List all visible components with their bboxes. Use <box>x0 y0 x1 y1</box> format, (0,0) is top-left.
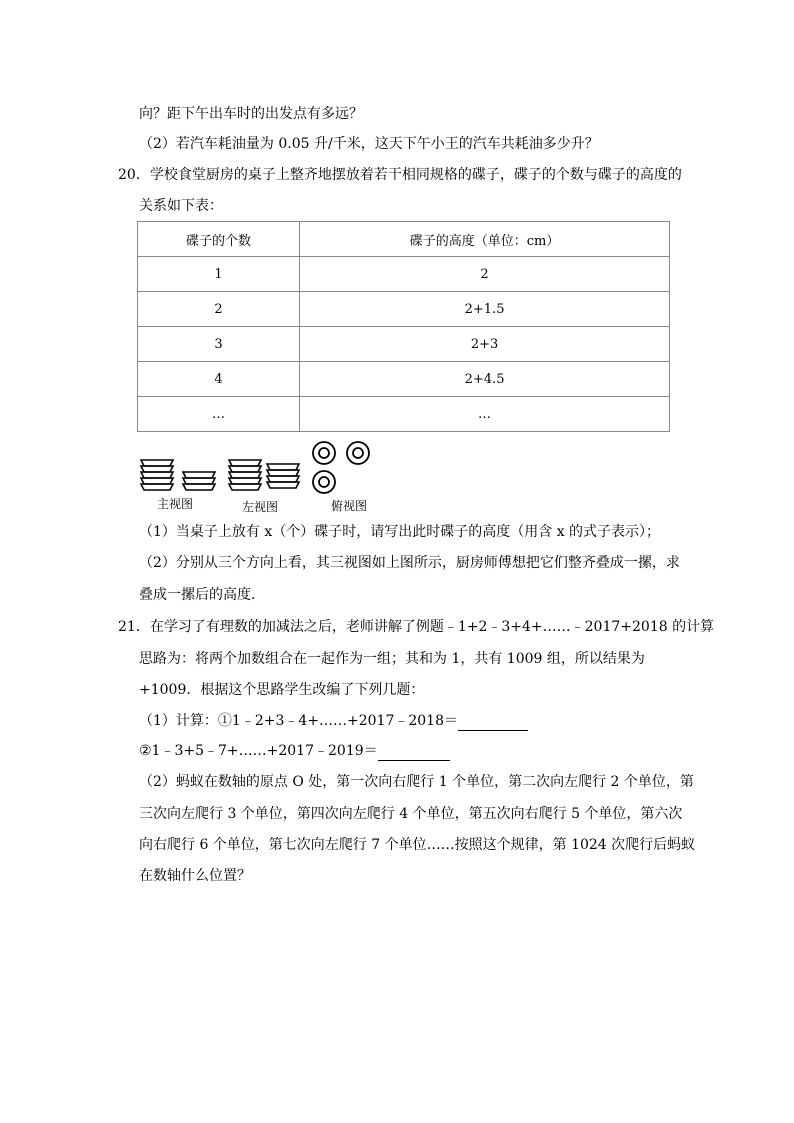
q20-part1: （1）当桌子上放有 x（个）碟子时，请写出此时碟子的高度（用含 x 的式子表示）； <box>139 524 661 540</box>
q21-stem-line2: 思路为：将两个加数组合在一起作为一组；其和为 1，共有 1009 组，所以结果为 <box>139 651 645 667</box>
table-row <box>138 397 670 432</box>
q21-part1-a-text: （1）计算：①1﹣2+3﹣4+……+2017﹣2018＝ <box>139 713 458 729</box>
table-row <box>138 327 670 362</box>
table-cell: 2+4.5 <box>300 362 670 397</box>
q20-part2-line2: 叠成一摞后的高度． <box>139 587 265 603</box>
table-row <box>138 292 670 327</box>
q21-part1-b-text: ②1﹣3+5﹣7+……+2017﹣2019＝ <box>139 743 378 759</box>
left-view-stack-right <box>267 464 299 488</box>
q21-part1-a <box>139 711 528 731</box>
front-view-stack-left <box>141 460 173 490</box>
q21-part2-line1: （2）蚂蚁在数轴的原点 O 处，第一次向右爬行 1 个单位，第二次向左爬行 2 个单位，第 <box>139 774 694 790</box>
q19-part2: （2）若汽车耗油量为 0.05 升/千米，这天下午小王的汽车共耗油多少升？ <box>139 136 599 152</box>
q21-part2-line4: 在数轴什么位置？ <box>139 868 251 884</box>
left-view-label: 左视图 <box>242 500 279 514</box>
q21-stem-text: 在学习了有理数的加减法之后，老师讲解了例题﹣1+2﹣3+4+……﹣2017+2018 的计算 <box>149 619 715 635</box>
front-view-stack-right <box>183 472 215 490</box>
q21-part2-line3: 向右爬行 6 个单位，第七次向左爬行 7 个单位……按照这个规律，第 1024 次爬行后蚂蚁 <box>139 837 696 853</box>
top-view-label: 俯视图 <box>331 499 368 513</box>
top-view-circles <box>313 442 369 493</box>
q20-stem-line2: 关系如下表： <box>139 198 223 214</box>
table-cell: 2+3 <box>300 327 670 362</box>
table-cell: 2+1.5 <box>300 292 670 327</box>
table-header-row <box>138 222 670 257</box>
answer-blank-2[interactable] <box>378 744 450 761</box>
answer-blank-1[interactable] <box>458 714 528 731</box>
q20-part2-line1: （2）分别从三个方向上看，其三视图如上图所示，厨房师傅想把它们整齐叠成一摞，求 <box>139 555 680 571</box>
q21-stem-line3: +1009．根据这个思路学生改编了下列几题： <box>139 682 425 698</box>
table-cell: … <box>138 397 300 432</box>
q21-part1-b <box>139 741 450 761</box>
q21-stem-line1 <box>118 617 714 637</box>
q21-number: 21． <box>118 619 150 635</box>
left-view-stack-left <box>229 460 261 490</box>
table-cell: 3 <box>138 327 300 362</box>
q19-line1: 向？距下午出车时的出发点有多远？ <box>139 106 363 122</box>
table-cell: 1 <box>138 257 300 292</box>
table-header-cell: 碟子的个数 <box>138 222 300 257</box>
table-row <box>138 257 670 292</box>
q20-number: 20． <box>118 167 150 183</box>
table-cell: … <box>300 397 670 432</box>
front-view-label: 主视图 <box>157 497 194 511</box>
dish-height-table <box>137 221 670 432</box>
table-cell: 2 <box>138 292 300 327</box>
q20-stem-text: 学校食堂厨房的桌子上整齐地摆放着若干相同规格的碟子，碟子的个数与碟子的高度的 <box>149 167 682 183</box>
table-row <box>138 362 670 397</box>
table-cell: 2 <box>300 257 670 292</box>
q21-part2-line2: 三次向左爬行 3 个单位，第四次向左爬行 4 个单位，第五次向右爬行 5 个单位，第六次 <box>139 806 683 822</box>
q20-stem-line1 <box>118 165 682 185</box>
table-cell: 4 <box>138 362 300 397</box>
table-header-cell: 碟子的高度（单位：cm） <box>300 222 670 257</box>
three-views-figure <box>137 438 377 500</box>
